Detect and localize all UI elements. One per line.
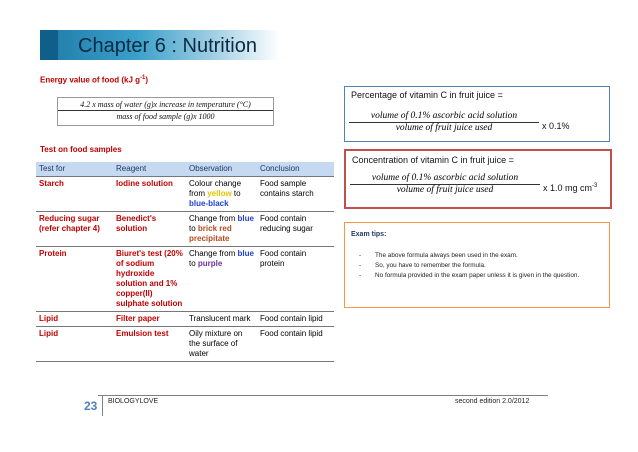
vitc-conc-formula [350, 173, 540, 195]
reagent-cell: Iodine solution [113, 177, 186, 212]
table-row [36, 212, 334, 247]
energy-numerator: 4.2 x mass of water (g)x increase in temperature (°C) [58, 100, 273, 111]
footer-brand: BIOLOGYLOVE [108, 398, 159, 405]
exam-tips-list [359, 251, 605, 281]
obs-text: to [189, 224, 198, 233]
energy-title-text: Energy value of food (kJ g [40, 75, 141, 85]
vitc-conc-multiplier-text: x 1.0 mg cm [543, 183, 593, 193]
reagent-cell: Biuret's test (20% of sodium hydroxide solution and 1% copper(II) sulphate solution [113, 247, 186, 312]
vitamin-c-concentration-box [344, 149, 612, 209]
chapter-banner [40, 30, 280, 60]
header-test-for: Test for [36, 162, 113, 177]
conclusion-cell: Food contain lipid [257, 327, 334, 362]
footer-edition: second edition 2.0/2012 [455, 398, 530, 405]
footer-divider [98, 395, 548, 396]
table-row [36, 177, 334, 212]
page-number: 23 [84, 399, 98, 413]
obs-text: to [231, 189, 241, 198]
obs-text: to [189, 259, 198, 268]
exam-tip-item: - The above formula always been used in the exam. [359, 252, 518, 259]
observation-cell: Translucent mark [186, 312, 257, 327]
observation-cell [186, 247, 257, 312]
conclusion-cell: Food sample contains starch [257, 177, 334, 212]
exam-tips-box [344, 222, 610, 308]
exam-tip-item: - No formula provided in the exam paper unless it is given in the question. [359, 272, 580, 279]
vitamin-c-percentage-box [344, 86, 610, 142]
reagent-cell: Filter paper [113, 312, 186, 327]
obs-color-1: yellow [207, 189, 232, 198]
vitc-percent-formula [349, 111, 539, 133]
exam-tip-text: The above formula always been used in the exam. [375, 252, 518, 259]
exam-tip-text: No formula provided in the exam paper unless it is given in the question. [375, 272, 580, 279]
energy-title-sup: -1 [140, 75, 146, 81]
tests-title: Test on food samples [40, 145, 122, 154]
observation-cell: Oily mixture on the surface of water [186, 327, 257, 362]
energy-value-title [40, 75, 148, 85]
energy-denominator: mass of food sample (g)x 1000 [116, 112, 215, 121]
header-reagent: Reagent [113, 162, 186, 177]
obs-text: Colour change from [189, 179, 242, 198]
energy-title-close: ) [145, 75, 149, 85]
table-row [36, 247, 334, 312]
test-cell: Lipid [36, 327, 113, 362]
obs-color-2: brick red [197, 224, 232, 233]
obs-color-1: blue [237, 214, 254, 223]
conclusion-cell: Food contain reducing sugar [257, 212, 334, 247]
obs-color-2: blue-black [189, 199, 229, 208]
conclusion-cell: Food contain protein [257, 247, 334, 312]
obs-color-2: purple [197, 259, 223, 268]
header-conclusion: Conclusion [257, 162, 334, 177]
food-tests-table [36, 162, 334, 362]
table-row [36, 327, 334, 362]
vitc-conc-numerator: volume of 0.1% ascorbic acid solution [350, 173, 540, 185]
test-cell: Protein [36, 247, 113, 312]
obs-color-1: blue [237, 249, 254, 258]
vitc-percent-denominator: volume of fruit juice used [395, 123, 493, 133]
obs-text: Change from [189, 249, 238, 258]
banner-accent-bar [40, 30, 58, 60]
test-cell: Lipid [36, 312, 113, 327]
vitc-percent-multiplier: x 0.1% [542, 121, 570, 131]
reagent-cell: Benedict's solution [113, 212, 186, 247]
vitc-conc-label: Concentration of vitamin C in fruit juice = [352, 155, 514, 165]
observation-cell [186, 177, 257, 212]
page-number-separator [102, 396, 103, 416]
table-row [36, 312, 334, 327]
exam-tip-item: - So, you have to remember the formula. [359, 262, 486, 269]
obs-text: Change from [189, 214, 238, 223]
chapter-title: Chapter 6 : Nutrition [78, 35, 257, 57]
reagent-cell: Emulsion test [113, 327, 186, 362]
test-cell: Starch [36, 177, 113, 212]
exam-tip-text: So, you have to remember the formula. [375, 262, 486, 269]
vitc-conc-denominator: volume of fruit juice used [396, 185, 494, 195]
conclusion-cell: Food contain lipid [257, 312, 334, 327]
vitc-percent-numerator: volume of 0.1% ascorbic acid solution [349, 111, 539, 123]
table-header-row [36, 162, 334, 177]
energy-formula [57, 97, 274, 126]
vitc-conc-multiplier-sup: -3 [592, 183, 598, 189]
header-observation: Observation [186, 162, 257, 177]
exam-tips-title: Exam tips: [351, 231, 387, 238]
vitc-conc-multiplier [543, 183, 597, 193]
obs-text: precipitate [189, 234, 230, 243]
test-cell: Reducing sugar (refer chapter 4) [36, 212, 113, 247]
observation-cell [186, 212, 257, 247]
vitc-percent-label: Percentage of vitamin C in fruit juice = [351, 90, 503, 100]
